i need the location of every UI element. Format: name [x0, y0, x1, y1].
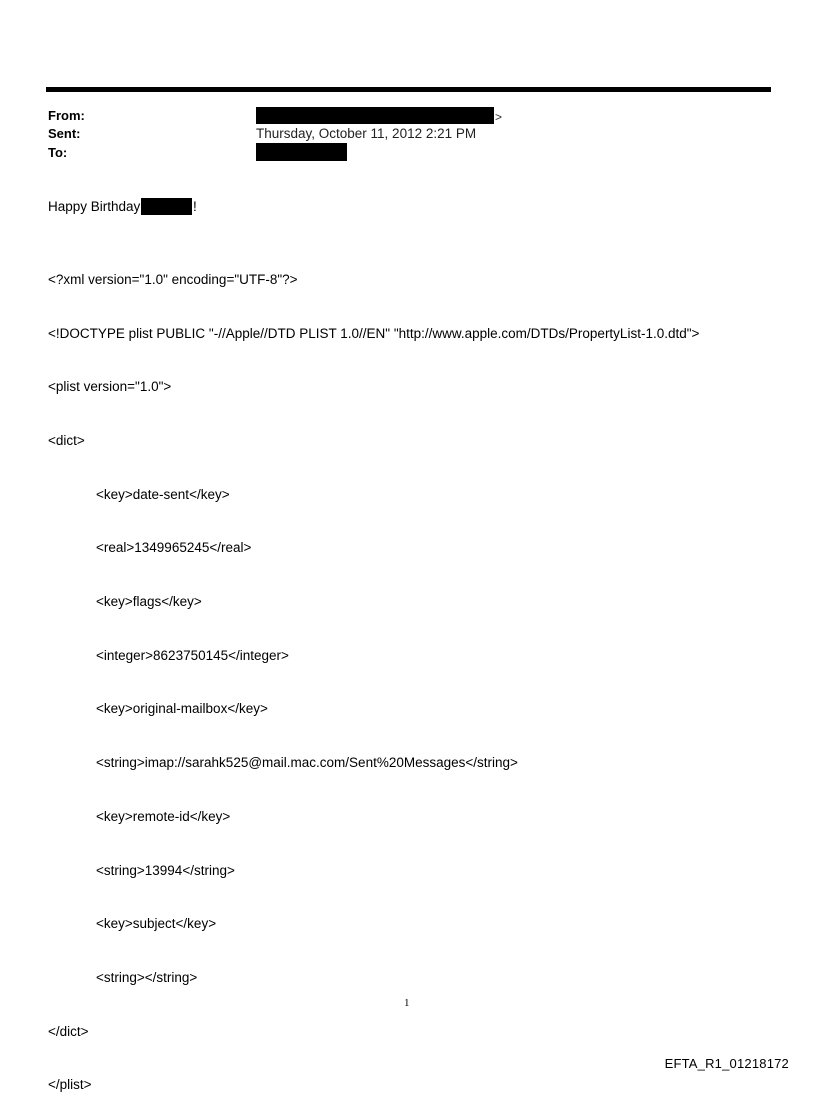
xml-line: <string>imap://sarahk525@mail.mac.com/Sent%20Messages</string> — [96, 755, 518, 771]
xml-line: <key>original-mailbox</key> — [96, 701, 268, 717]
xml-line: <key>remote-id</key> — [96, 808, 231, 824]
to-label: To: — [48, 145, 68, 160]
header-rule — [46, 87, 771, 92]
xml-line: <real>1349965245</real> — [96, 540, 252, 556]
xml-line: <!DOCTYPE plist PUBLIC "-//Apple//DTD PLIST 1.0//EN" "http://www.apple.com/DTDs/PropertyList-1.0.dtd"> — [48, 325, 700, 341]
xml-line: </dict> — [48, 1023, 89, 1039]
from-redaction — [256, 107, 494, 124]
xml-line: </plist> — [48, 1077, 92, 1093]
greeting-redaction — [141, 198, 192, 215]
xml-line: <dict> — [48, 432, 85, 448]
bates-number: EFTA_R1_01218172 — [664, 1056, 789, 1071]
from-suffix: > — [495, 110, 503, 124]
xml-line: <?xml version="1.0" encoding="UTF-8"?> — [48, 271, 298, 287]
xml-line: <key>flags</key> — [96, 594, 202, 610]
from-label: From: — [48, 108, 85, 123]
sent-value: Thursday, October 11, 2012 2:21 PM — [256, 126, 477, 141]
xml-line: <integer>8623750145</integer> — [96, 647, 289, 663]
xml-line: <key>subject</key> — [96, 916, 217, 932]
xml-line: <key>date-sent</key> — [96, 486, 230, 502]
greeting-suffix: ! — [193, 199, 197, 214]
to-redaction — [256, 143, 347, 161]
sent-label: Sent: — [48, 126, 81, 141]
page-number: 1 — [404, 997, 410, 1009]
plist-xml-block — [48, 235, 699, 1112]
xml-line: <string></string> — [96, 969, 198, 985]
greeting-text: Happy Birthday — [48, 199, 141, 214]
xml-line: <plist version="1.0"> — [48, 379, 172, 395]
xml-line: <string>13994</string> — [96, 862, 235, 878]
